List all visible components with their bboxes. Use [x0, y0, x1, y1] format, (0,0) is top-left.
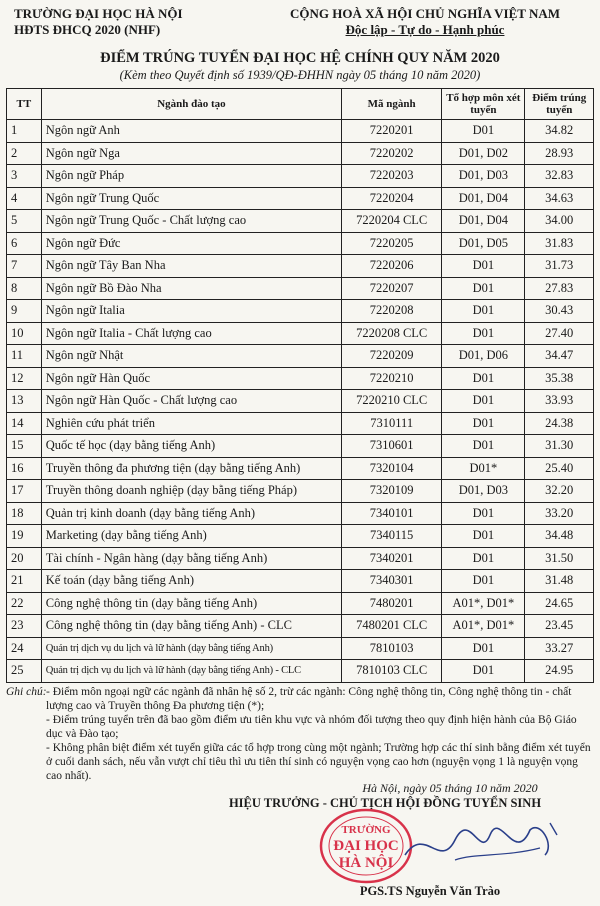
cell-combination: D01 — [442, 120, 525, 143]
table-row — [7, 502, 594, 525]
cell-score: 33.27 — [525, 637, 594, 660]
table-row — [7, 615, 594, 638]
cell-tt: 6 — [7, 232, 42, 255]
cell-major: Ngôn ngữ Hàn Quốc - Chất lượng cao — [41, 390, 341, 413]
cell-major: Ngôn ngữ Trung Quốc - Chất lượng cao — [41, 210, 341, 233]
cell-score: 34.00 — [525, 210, 594, 233]
cell-score: 27.83 — [525, 277, 594, 300]
cell-code: 7220207 — [342, 277, 442, 300]
cell-code: 7220203 — [342, 165, 442, 188]
cell-code: 7310111 — [342, 412, 442, 435]
cell-tt: 10 — [7, 322, 42, 345]
cell-combination: D01 — [442, 277, 525, 300]
cell-major: Ngôn ngữ Đức — [41, 232, 341, 255]
cell-score: 24.65 — [525, 592, 594, 615]
cell-code: 7340201 — [342, 547, 442, 570]
cell-score: 34.63 — [525, 187, 594, 210]
cell-major: Kế toán (dạy bằng tiếng Anh) — [41, 570, 341, 593]
cell-code: 7810103 CLC — [342, 660, 442, 683]
cell-combination: D01 — [442, 502, 525, 525]
table-row — [7, 592, 594, 615]
cell-code: 7220201 — [342, 120, 442, 143]
header-combination: Tổ hợp môn xét tuyển — [442, 89, 525, 120]
seal-line3: HÀ NỘI — [338, 855, 394, 871]
cell-tt: 19 — [7, 525, 42, 548]
cell-tt: 12 — [7, 367, 42, 390]
cell-score: 32.83 — [525, 165, 594, 188]
note-item: - Không phân biệt điểm xét tuyển giữa các tổ hợp trong cùng một ngành; Trường hợp các thí sinh bằng điểm xét tuyển ở cuối danh sách, nếu vẫn vượt chỉ tiêu thì ưu tiên thí sinh có nguyện vọng cao hơn (nguyện vọng 1 là nguyện vọng cao nhất). — [46, 742, 591, 782]
cell-tt: 15 — [7, 435, 42, 458]
header-major: Ngành đào tạo — [41, 89, 341, 120]
cell-combination: D01 — [442, 570, 525, 593]
cell-major: Marketing (dạy bằng tiếng Anh) — [41, 525, 341, 548]
cell-major: Công nghệ thông tin (dạy bằng tiếng Anh) - CLC — [41, 615, 341, 638]
table-row — [7, 210, 594, 233]
cell-major: Ngôn ngữ Pháp — [41, 165, 341, 188]
cell-code: 7480201 — [342, 592, 442, 615]
table-row — [7, 255, 594, 278]
seal-line2: ĐẠI HỌC — [333, 838, 399, 854]
table-row — [7, 547, 594, 570]
cell-code: 7220204 — [342, 187, 442, 210]
national-name: CỘNG HOÀ XÃ HỘI CHỦ NGHĨA VIỆT NAM — [289, 6, 561, 21]
table-row — [7, 480, 594, 503]
cell-tt: 2 — [7, 142, 42, 165]
cell-combination: D01 — [442, 435, 525, 458]
cell-major: Ngôn ngữ Bồ Đào Nha — [41, 277, 341, 300]
cell-combination: D01 — [442, 660, 525, 683]
cell-major: Nghiên cứu phát triển — [41, 412, 341, 435]
cell-score: 33.20 — [525, 502, 594, 525]
cell-major: Ngôn ngữ Nhật — [41, 345, 341, 368]
table-row — [7, 322, 594, 345]
cell-combination: D01, D05 — [442, 232, 525, 255]
cell-score: 31.83 — [525, 232, 594, 255]
cell-tt: 1 — [7, 120, 42, 143]
table-row — [7, 165, 594, 188]
cell-score: 31.50 — [525, 547, 594, 570]
cell-major: Ngôn ngữ Italia - Chất lượng cao — [41, 322, 341, 345]
cell-major: Quản trị kinh doanh (dạy bằng tiếng Anh) — [41, 502, 341, 525]
cell-code: 7220202 — [342, 142, 442, 165]
table-row — [7, 457, 594, 480]
table-row — [7, 187, 594, 210]
cell-code: 7220208 CLC — [342, 322, 442, 345]
cell-code: 7340101 — [342, 502, 442, 525]
table-row — [7, 367, 594, 390]
cell-code: 7340301 — [342, 570, 442, 593]
cell-combination: D01 — [442, 300, 525, 323]
cell-code: 7480201 CLC — [342, 615, 442, 638]
cell-tt: 13 — [7, 390, 42, 413]
cell-major: Truyền thông doanh nghiệp (dạy bằng tiếng Pháp) — [41, 480, 341, 503]
cell-tt: 7 — [7, 255, 42, 278]
cell-tt: 4 — [7, 187, 42, 210]
table-row — [7, 345, 594, 368]
cell-tt: 17 — [7, 480, 42, 503]
header-tt: TT — [7, 89, 42, 120]
cell-score: 23.45 — [525, 615, 594, 638]
table-header-row — [7, 89, 594, 120]
admission-scores-table — [6, 88, 594, 683]
cell-code: 7220209 — [342, 345, 442, 368]
cell-major: Ngôn ngữ Italia — [41, 300, 341, 323]
cell-score: 31.30 — [525, 435, 594, 458]
cell-score: 31.48 — [525, 570, 594, 593]
cell-major: Tài chính - Ngân hàng (dạy bằng tiếng Anh) — [41, 547, 341, 570]
cell-combination: D01 — [442, 255, 525, 278]
national-header — [260, 6, 590, 38]
cell-score: 34.48 — [525, 525, 594, 548]
cell-score: 25.40 — [525, 457, 594, 480]
cell-combination: A01*, D01* — [442, 592, 525, 615]
cell-tt: 22 — [7, 592, 42, 615]
cell-combination: D01, D03 — [442, 480, 525, 503]
seal-line1: TRƯỜNG — [341, 824, 391, 836]
place-date: Hà Nội, ngày 05 tháng 10 năm 2020 — [362, 781, 538, 795]
cell-code: 7220210 CLC — [342, 390, 442, 413]
header-score: Điểm trúng tuyển — [525, 89, 594, 120]
cell-major: Ngôn ngữ Nga — [41, 142, 341, 165]
cell-combination: D01, D06 — [442, 345, 525, 368]
table-row — [7, 120, 594, 143]
table-row — [7, 390, 594, 413]
cell-code: 7220204 CLC — [342, 210, 442, 233]
cell-code: 7810103 — [342, 637, 442, 660]
handwritten-signature — [395, 815, 565, 875]
cell-combination: D01, D04 — [442, 187, 525, 210]
cell-combination: D01, D03 — [442, 165, 525, 188]
cell-code: 7220206 — [342, 255, 442, 278]
table-row — [7, 142, 594, 165]
cell-score: 27.40 — [525, 322, 594, 345]
cell-combination: D01, D04 — [442, 210, 525, 233]
document-title: ĐIỂM TRÚNG TUYỂN ĐẠI HỌC HỆ CHÍNH QUY NĂM 2020 — [100, 50, 500, 66]
cell-score: 32.20 — [525, 480, 594, 503]
cell-combination: A01*, D01* — [442, 615, 525, 638]
issuer-council: HĐTS ĐHCQ 2020 (NHF) — [14, 22, 161, 37]
table-row — [7, 435, 594, 458]
cell-combination: D01* — [442, 457, 525, 480]
cell-tt: 5 — [7, 210, 42, 233]
cell-code: 7220210 — [342, 367, 442, 390]
cell-combination: D01 — [442, 637, 525, 660]
signer-title: HIỆU TRƯỞNG - CHỦ TỊCH HỘI ĐỒNG TUYỂN SINH — [228, 796, 542, 810]
note-item: - Điểm trúng tuyển trên đã bao gồm điểm ưu tiên khu vực và nhóm đối tượng theo quy định hiện hành của Bộ Giáo dục và Đào tạo; — [46, 714, 577, 740]
cell-major: Công nghệ thông tin (dạy bằng tiếng Anh) — [41, 592, 341, 615]
cell-combination: D01 — [442, 547, 525, 570]
cell-code: 7340115 — [342, 525, 442, 548]
cell-combination: D01, D02 — [442, 142, 525, 165]
cell-tt: 18 — [7, 502, 42, 525]
table-row — [7, 637, 594, 660]
cell-major: Truyền thông đa phương tiện (dạy bằng tiếng Anh) — [41, 457, 341, 480]
cell-score: 24.38 — [525, 412, 594, 435]
cell-tt: 14 — [7, 412, 42, 435]
cell-combination: D01 — [442, 367, 525, 390]
cell-tt: 16 — [7, 457, 42, 480]
cell-code: 7320104 — [342, 457, 442, 480]
cell-combination: D01 — [442, 525, 525, 548]
note-item: - Điểm môn ngoại ngữ các ngành đã nhân hệ số 2, trừ các ngành: Công nghệ thông tin, Công nghệ thông tin - chất lượng cao và Truyền thông Đa phương tiện (*); — [46, 686, 572, 712]
cell-score: 33.93 — [525, 390, 594, 413]
issuer-university: TRƯỜNG ĐẠI HỌC HÀ NỘI — [14, 6, 183, 21]
cell-code: 7220208 — [342, 300, 442, 323]
cell-major: Ngôn ngữ Tây Ban Nha — [41, 255, 341, 278]
table-row — [7, 525, 594, 548]
cell-score: 34.47 — [525, 345, 594, 368]
signer-name: PGS.TS Nguyễn Văn Trào — [359, 884, 501, 898]
cell-tt: 3 — [7, 165, 42, 188]
cell-tt: 20 — [7, 547, 42, 570]
table-row — [7, 277, 594, 300]
cell-tt: 25 — [7, 660, 42, 683]
table-row — [7, 570, 594, 593]
cell-combination: D01 — [442, 390, 525, 413]
cell-major: Quản trị dịch vụ du lịch và lữ hành (dạy bằng tiếng Anh) — [41, 637, 341, 660]
notes-section — [6, 685, 594, 783]
cell-code: 7310601 — [342, 435, 442, 458]
issuer-block — [14, 6, 244, 38]
cell-major: Ngôn ngữ Trung Quốc — [41, 187, 341, 210]
cell-combination: D01 — [442, 322, 525, 345]
cell-tt: 24 — [7, 637, 42, 660]
notes-label: Ghi chú: — [6, 686, 47, 698]
cell-major: Quốc tế học (dạy bằng tiếng Anh) — [41, 435, 341, 458]
cell-major: Ngôn ngữ Anh — [41, 120, 341, 143]
cell-tt: 11 — [7, 345, 42, 368]
table-row — [7, 412, 594, 435]
header-code: Mã ngành — [342, 89, 442, 120]
national-motto: Độc lập - Tự do - Hạnh phúc — [345, 22, 505, 37]
cell-score: 35.38 — [525, 367, 594, 390]
cell-score: 24.95 — [525, 660, 594, 683]
cell-tt: 8 — [7, 277, 42, 300]
cell-combination: D01 — [442, 412, 525, 435]
cell-score: 28.93 — [525, 142, 594, 165]
cell-tt: 21 — [7, 570, 42, 593]
table-row — [7, 660, 594, 683]
cell-score: 31.73 — [525, 255, 594, 278]
cell-score: 34.82 — [525, 120, 594, 143]
cell-code: 7220205 — [342, 232, 442, 255]
cell-tt: 23 — [7, 615, 42, 638]
table-row — [7, 300, 594, 323]
cell-major: Quản trị dịch vụ du lịch và lữ hành (dạy bằng tiếng Anh) - CLC — [41, 660, 341, 683]
cell-code: 7320109 — [342, 480, 442, 503]
table-row — [7, 232, 594, 255]
cell-tt: 9 — [7, 300, 42, 323]
cell-major: Ngôn ngữ Hàn Quốc — [41, 367, 341, 390]
document-subtitle: (Kèm theo Quyết định số 1939/QĐ-ĐHHN ngày 05 tháng 10 năm 2020) — [119, 68, 481, 82]
cell-score: 30.43 — [525, 300, 594, 323]
